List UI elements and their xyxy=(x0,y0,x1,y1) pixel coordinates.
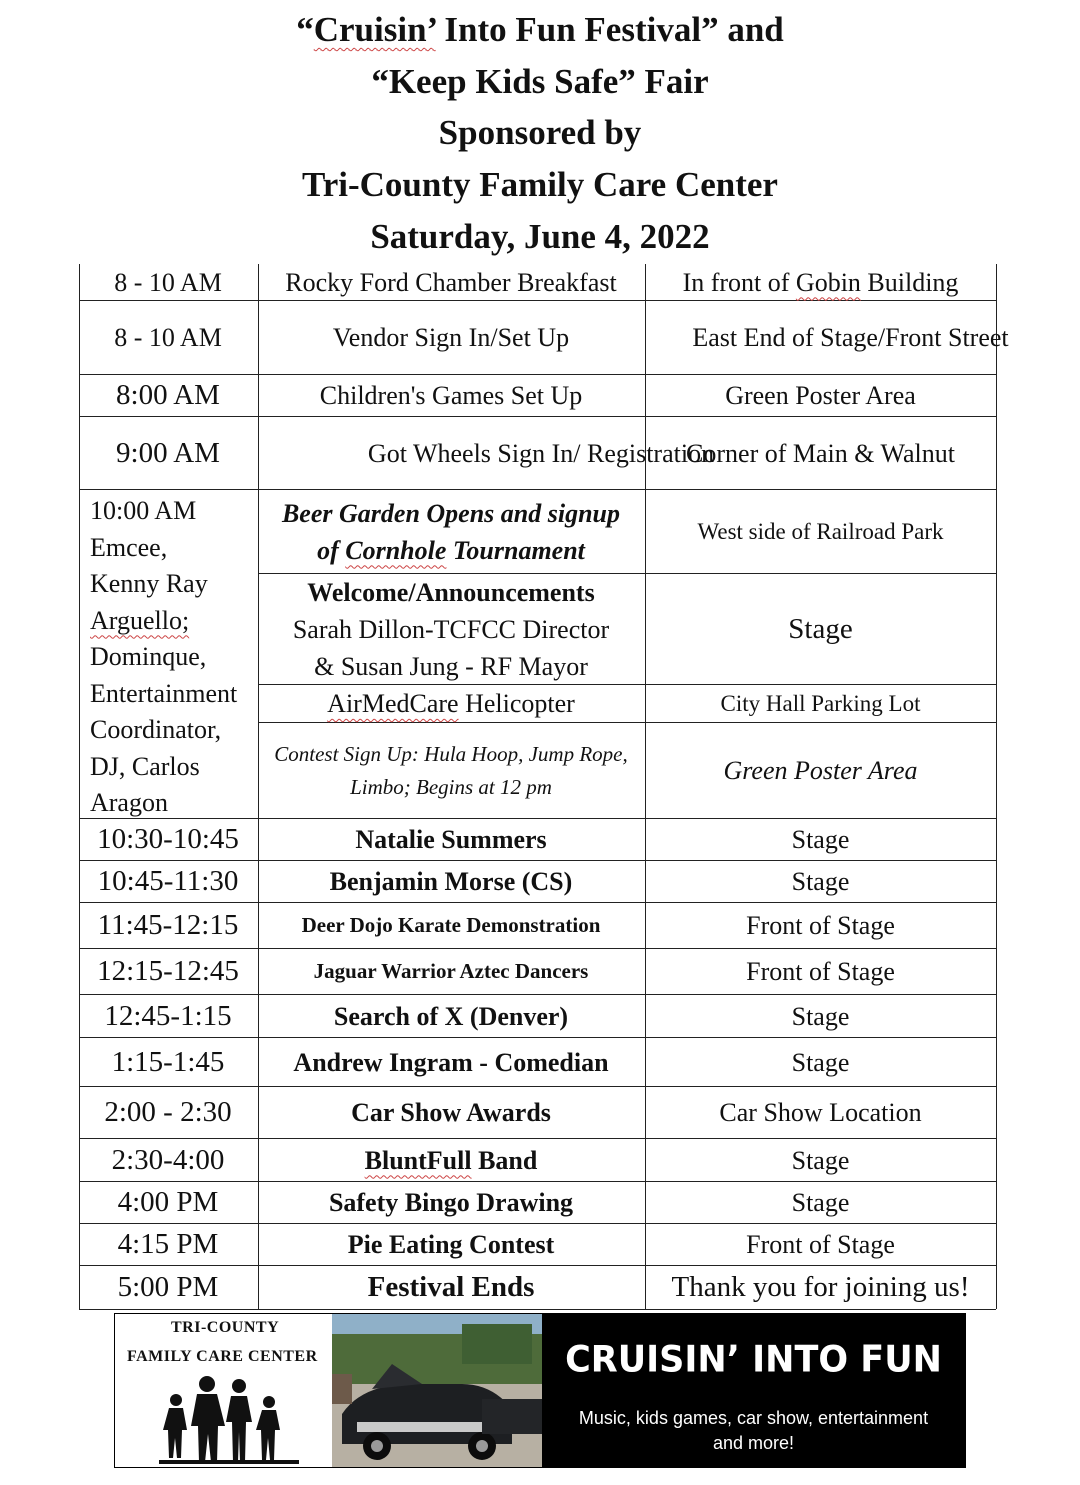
event-cell: Rocky Ford Chamber Breakfast xyxy=(285,267,617,297)
table-row xyxy=(258,490,996,574)
table-row xyxy=(79,375,996,417)
event-line: Sarah Dillon-TCFCC Director xyxy=(292,614,610,644)
time-cell: 11:45-12:15 xyxy=(97,909,239,941)
table-row xyxy=(258,723,996,819)
location-cell: East End of Stage/Front Street xyxy=(692,323,1009,352)
location-cell: Stage xyxy=(791,1188,850,1217)
location-cell: Front of Stage xyxy=(746,911,895,940)
location-cell: Stage xyxy=(791,825,850,854)
location-cell: City Hall Parking Lot xyxy=(720,691,921,716)
time-cell: 12:15-12:45 xyxy=(97,955,239,987)
time-cell: 5:00 PM xyxy=(117,1271,219,1303)
event-text: Helicopter xyxy=(458,689,575,718)
merged-line: Dominque, xyxy=(90,642,207,671)
table-row xyxy=(79,1087,996,1139)
title-line-1 xyxy=(0,10,1080,50)
time-cell: 9:00 AM xyxy=(116,436,220,469)
table-row xyxy=(79,903,996,949)
event-cell: Contest Sign Up: Hula Hoop, Jump Rope, Limbo; Begins at 12 pm xyxy=(274,741,628,799)
event-cell: Children's Games Set Up xyxy=(319,381,583,410)
table-row xyxy=(258,574,996,685)
table-row xyxy=(79,1266,996,1310)
table-row xyxy=(79,819,996,861)
event-text-flagged: Cornhole xyxy=(345,535,447,565)
merged-line: Aragon xyxy=(90,788,168,817)
logo-line-1: TRI-COUNTY xyxy=(171,1319,280,1336)
time-cell: 8 - 10 AM xyxy=(114,323,222,352)
promo-subtitle xyxy=(542,1406,965,1456)
title-line-5: Saturday, June 4, 2022 xyxy=(370,217,710,256)
location-cell: Front of Stage xyxy=(746,957,895,986)
table-row xyxy=(79,861,996,903)
event-line: Welcome/Announcements xyxy=(307,577,595,607)
event-text-flagged: BluntFull xyxy=(364,1145,472,1175)
event-cell xyxy=(258,1139,644,1181)
merged-line: Kenny Ray xyxy=(90,569,208,598)
time-cell: 12:45-1:15 xyxy=(104,999,232,1032)
event-cell xyxy=(258,574,644,684)
event-cell: Benjamin Morse (CS) xyxy=(329,867,573,896)
merged-time-cell xyxy=(79,490,257,818)
time-cell: 2:00 - 2:30 xyxy=(104,1096,232,1128)
merged-line: Emcee, xyxy=(90,532,168,562)
promo-panel xyxy=(542,1314,965,1467)
logo-line-2: FAMILY CARE CENTER xyxy=(127,1348,318,1365)
time-cell: 10:30-10:45 xyxy=(97,823,239,855)
location-cell: Green Poster Area xyxy=(725,381,916,410)
time-cell: 4:15 PM xyxy=(117,1228,219,1260)
event-cell: Andrew Ingram - Comedian xyxy=(293,1047,609,1077)
event-cell: Vendor Sign In/Set Up xyxy=(332,323,570,352)
title-line-1-rest: Into Fun Festival” and xyxy=(435,10,784,49)
location-cell: Stage xyxy=(791,1145,850,1175)
location-cell: Green Poster Area xyxy=(723,756,918,785)
merged-line: DJ, Carlos xyxy=(90,751,200,781)
event-text: Tournament xyxy=(446,535,585,565)
event-cell: Deer Dojo Karate Demonstration xyxy=(301,913,601,937)
time-cell: 2:30-4:00 xyxy=(111,1143,225,1176)
family-silhouette-icon xyxy=(159,1374,299,1464)
car-photo-image xyxy=(332,1314,543,1467)
table-row xyxy=(79,417,996,490)
merged-line: 10:00 AM xyxy=(90,496,197,525)
merged-line: Coordinator, xyxy=(90,715,222,744)
table-row xyxy=(79,1038,996,1087)
title-line-3: Sponsored by xyxy=(438,113,642,152)
table-row xyxy=(79,1182,996,1224)
time-cell: 1:15-1:45 xyxy=(111,1045,225,1078)
event-line: & Susan Jung - RF Mayor xyxy=(314,651,588,681)
event-cell: Car Show Awards xyxy=(351,1098,551,1127)
table-row xyxy=(79,1224,996,1266)
table-row xyxy=(79,264,996,301)
event-cell: Natalie Summers xyxy=(355,825,547,854)
time-cell: 10:45-11:30 xyxy=(97,865,239,897)
event-cell: Got Wheels Sign In/ Registration xyxy=(367,438,715,468)
promo-title: CRUISIN’ INTO FUN xyxy=(565,1339,942,1381)
table-row xyxy=(79,1139,996,1182)
event-cell: Safety Bingo Drawing xyxy=(328,1188,574,1217)
table-row xyxy=(79,949,996,995)
title-line-2: “Keep Kids Safe” Fair xyxy=(371,62,709,101)
promo-subtitle-line: and more! xyxy=(712,1433,795,1453)
event-cell xyxy=(258,490,644,573)
event-text: Band xyxy=(471,1145,538,1175)
footer-banner xyxy=(114,1313,966,1468)
event-line: Beer Garden Opens and signup xyxy=(281,498,621,528)
location-cell: Thank you for joining us! xyxy=(671,1271,970,1303)
merged-line: Arguello; xyxy=(90,605,190,635)
event-cell: Festival Ends xyxy=(367,1271,535,1303)
location-cell: Stage xyxy=(791,867,850,896)
location-cell: Stage xyxy=(791,1001,850,1031)
location-text: Building xyxy=(860,267,959,297)
location-cell: Front of Stage xyxy=(746,1230,895,1259)
location-cell: West side of Railroad Park xyxy=(697,519,944,544)
location-text: In front of xyxy=(682,267,796,297)
event-cell: Search of X (Denver) xyxy=(333,1001,569,1031)
location-text-flagged: Gobin xyxy=(795,267,861,297)
event-line xyxy=(317,532,585,569)
cruisin-word: Cruisin’ xyxy=(313,10,436,49)
event-text-flagged: AirMedCare xyxy=(327,689,459,718)
table-row xyxy=(79,301,1009,375)
event-cell: Pie Eating Contest xyxy=(347,1230,555,1259)
time-cell: 8:00 AM xyxy=(116,379,220,411)
row-divider xyxy=(79,489,258,490)
time-cell: 4:00 PM xyxy=(117,1186,219,1218)
event-cell: Jaguar Warrior Aztec Dancers xyxy=(313,959,589,983)
time-cell: 8 - 10 AM xyxy=(114,267,222,297)
event-cell xyxy=(258,685,644,722)
location-cell: Corner of Main & Walnut xyxy=(686,438,955,468)
car-show-photo xyxy=(332,1314,543,1467)
location-cell: Car Show Location xyxy=(719,1098,922,1127)
merged-line: Entertainment xyxy=(90,678,238,708)
quote-open: “ xyxy=(296,10,314,49)
table-row xyxy=(79,995,996,1038)
event-text: of xyxy=(317,535,346,565)
promo-subtitle-line: Music, kids games, car show, entertainment xyxy=(578,1408,929,1428)
title-line-4: Tri-County Family Care Center xyxy=(302,165,778,204)
location-cell xyxy=(645,264,996,300)
location-cell: Stage xyxy=(791,1047,850,1077)
table-row xyxy=(258,685,996,723)
table-right-border xyxy=(996,264,997,1309)
location-cell: Stage xyxy=(788,612,853,645)
